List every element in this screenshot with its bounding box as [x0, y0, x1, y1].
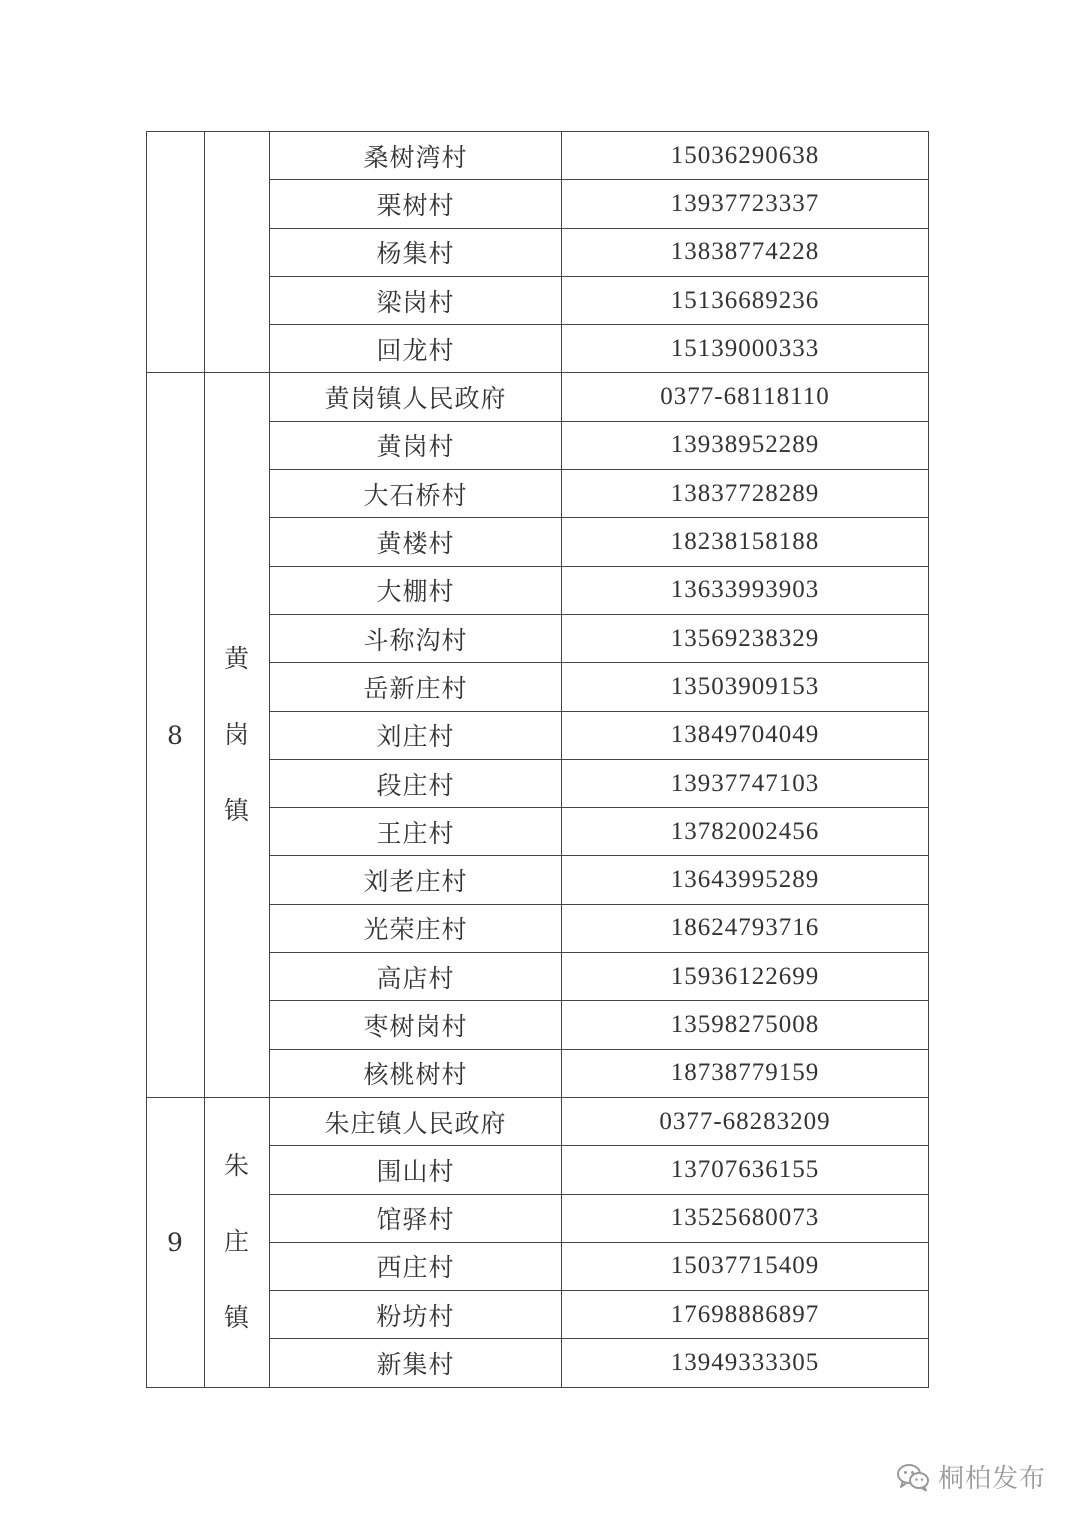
unit-name-cell: 栗树村 — [270, 180, 562, 228]
town-name-char: 朱 — [223, 1151, 250, 1181]
phone-cell: 13598275008 — [562, 1001, 929, 1049]
contacts-table — [146, 131, 929, 1388]
phone-cell: 13938952289 — [562, 421, 929, 469]
phone-cell: 13569238329 — [562, 614, 929, 662]
unit-name-cell: 桑树湾村 — [270, 132, 562, 180]
phone-cell: 13503909153 — [562, 663, 929, 711]
unit-name-cell: 馆驿村 — [270, 1194, 562, 1242]
unit-name-cell: 段庄村 — [270, 759, 562, 807]
town-name-char: 岗 — [223, 720, 250, 750]
phone-cell: 13525680073 — [562, 1194, 929, 1242]
phone-cell: 15136689236 — [562, 276, 929, 324]
phone-cell: 0377-68283209 — [562, 1097, 929, 1145]
unit-name-cell: 王庄村 — [270, 808, 562, 856]
town-name-cell — [205, 1097, 270, 1387]
watermark-text: 桐柏发布 — [937, 1464, 1046, 1494]
unit-name-cell: 回龙村 — [270, 325, 562, 373]
unit-name-cell: 黄岗镇人民政府 — [270, 373, 562, 421]
unit-name-cell: 朱庄镇人民政府 — [270, 1097, 562, 1145]
town-name-cell — [205, 132, 270, 373]
phone-cell: 18238158188 — [562, 518, 929, 566]
phone-cell: 15936122699 — [562, 953, 929, 1001]
unit-name-cell: 刘庄村 — [270, 711, 562, 759]
unit-name-cell: 核桃树村 — [270, 1049, 562, 1097]
unit-name-cell: 杨集村 — [270, 228, 562, 276]
unit-name-cell: 大石桥村 — [270, 470, 562, 518]
phone-cell: 13633993903 — [562, 566, 929, 614]
phone-cell: 13849704049 — [562, 711, 929, 759]
unit-name-cell: 光荣庄村 — [270, 904, 562, 952]
unit-name-cell: 枣树岗村 — [270, 1001, 562, 1049]
group-number-cell: 9 — [147, 1097, 205, 1387]
town-name-vertical — [205, 621, 269, 849]
town-name-vertical — [205, 1128, 269, 1356]
unit-name-cell: 岳新庄村 — [270, 663, 562, 711]
phone-cell: 18624793716 — [562, 904, 929, 952]
unit-name-cell: 黄岗村 — [270, 421, 562, 469]
group-number-cell — [147, 132, 205, 373]
table-row — [147, 373, 929, 421]
town-name-char: 镇 — [223, 796, 250, 826]
town-name-cell — [205, 373, 270, 1097]
unit-name-cell: 围山村 — [270, 1146, 562, 1194]
unit-name-cell: 新集村 — [270, 1339, 562, 1387]
phone-cell: 0377-68118110 — [562, 373, 929, 421]
town-name-char: 庄 — [223, 1227, 250, 1257]
table-row — [147, 132, 929, 180]
phone-cell: 15139000333 — [562, 325, 929, 373]
phone-cell: 13838774228 — [562, 228, 929, 276]
unit-name-cell: 黄楼村 — [270, 518, 562, 566]
unit-name-cell: 刘老庄村 — [270, 856, 562, 904]
group-number-cell: 8 — [147, 373, 205, 1097]
phone-cell: 13643995289 — [562, 856, 929, 904]
phone-cell: 13707636155 — [562, 1146, 929, 1194]
phone-cell: 13949333305 — [562, 1339, 929, 1387]
phone-cell: 13782002456 — [562, 808, 929, 856]
unit-name-cell: 斗称沟村 — [270, 614, 562, 662]
table-row — [147, 1097, 929, 1145]
phone-cell: 17698886897 — [562, 1291, 929, 1339]
unit-name-cell: 大棚村 — [270, 566, 562, 614]
unit-name-cell: 西庄村 — [270, 1242, 562, 1290]
phone-cell: 13937723337 — [562, 180, 929, 228]
phone-cell: 15037715409 — [562, 1242, 929, 1290]
unit-name-cell: 粉坊村 — [270, 1291, 562, 1339]
wechat-icon — [896, 1462, 930, 1492]
town-name-char: 黄 — [223, 644, 250, 674]
unit-name-cell: 梁岗村 — [270, 276, 562, 324]
phone-cell: 18738779159 — [562, 1049, 929, 1097]
town-name-char: 镇 — [223, 1303, 250, 1333]
phone-cell: 15036290638 — [562, 132, 929, 180]
phone-cell: 13837728289 — [562, 470, 929, 518]
unit-name-cell: 高店村 — [270, 953, 562, 1001]
source-watermark — [896, 1458, 1046, 1495]
phone-cell: 13937747103 — [562, 759, 929, 807]
